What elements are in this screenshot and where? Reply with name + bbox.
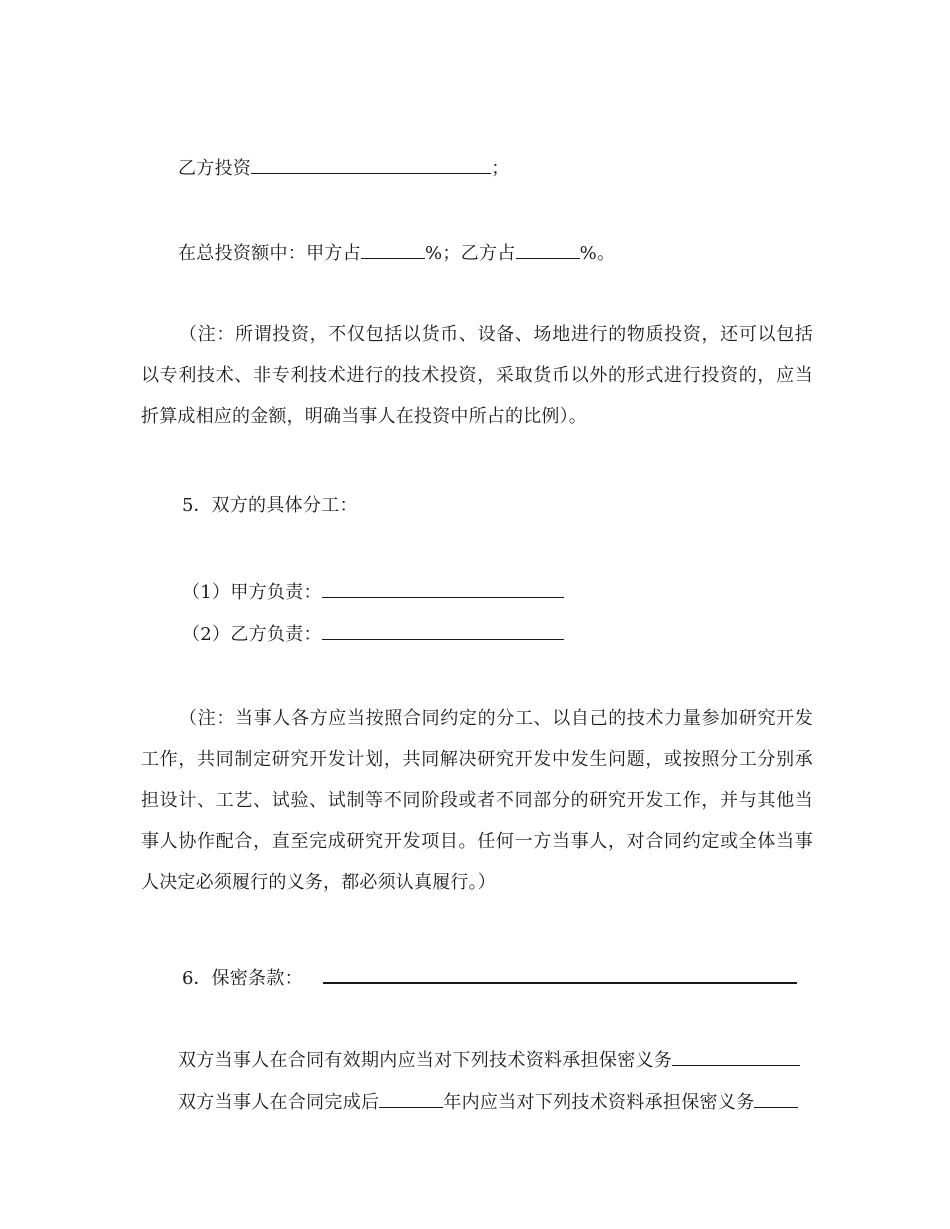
item-2-label: （2）乙方负责： [182, 624, 322, 645]
party-a-ratio-blank[interactable] [361, 240, 425, 259]
confidentiality-blank-1[interactable] [672, 1047, 800, 1066]
investment-ratio-line: 在总投资额中：甲方占 %；乙方占 %。 [178, 240, 615, 264]
item-2-blank[interactable] [322, 621, 564, 640]
investment-ratio-label: 在总投资额中：甲方占 [178, 243, 361, 264]
item-1-label: （1）甲方负责： [182, 582, 322, 603]
years-blank[interactable] [379, 1089, 443, 1108]
confidentiality-line-1 [178, 1047, 800, 1071]
section-5-heading [182, 494, 358, 518]
confidentiality-blank-2[interactable] [754, 1089, 798, 1108]
party-b-investment-line: 乙方投资 ； [178, 155, 510, 179]
note-division-of-work: （注：当事人各方应当按照合同约定的分工、以自己的技术力量参加研究开发工作，共同制定研究开发计划，共同解决研究开发中发生问题，或按照分工分别承担设计、工艺、试验、试制等不同阶段或者不同部分的研究开发工作，并与其他当事人协作配合，直至完成研究开发项目。任何一方当事人，对合同约定或全体当事人决定必须履行的义务，都必须认真履行。） [141, 708, 813, 893]
confidentiality-blank[interactable] [323, 964, 797, 984]
note-investment: （注：所谓投资，不仅包括以货币、设备、场地进行的物质投资，还可以包括以专利技术、非专利技术进行的技术投资，采取货币以外的形式进行投资的，应当折算成相应的金额，明确当事人在投资中所占的比例）。 [141, 324, 813, 427]
party-b-investment-blank[interactable] [251, 155, 491, 174]
confidentiality-line-2 [178, 1089, 798, 1113]
section-6-heading [182, 964, 797, 988]
section-6-number: 6． [182, 968, 212, 989]
item-1-line [182, 579, 564, 603]
item-1-blank[interactable] [322, 579, 564, 598]
party-b-investment-label: 乙方投资 [178, 158, 252, 179]
item-2-line [182, 621, 564, 645]
confidentiality-term-2-suffix: 年内应当对下列技术资料承担保密义务 [443, 1092, 755, 1113]
party-b-ratio-blank[interactable] [516, 240, 580, 259]
confidentiality-term-2-prefix: 双方当事人在合同完成后 [178, 1092, 380, 1113]
section-5-title: 双方的具体分工： [211, 495, 358, 516]
section-6-title: 保密条款： [211, 968, 303, 989]
confidentiality-term-1: 双方当事人在合同有效期内应当对下列技术资料承担保密义务 [178, 1050, 673, 1071]
section-5-number: 5． [182, 495, 212, 516]
